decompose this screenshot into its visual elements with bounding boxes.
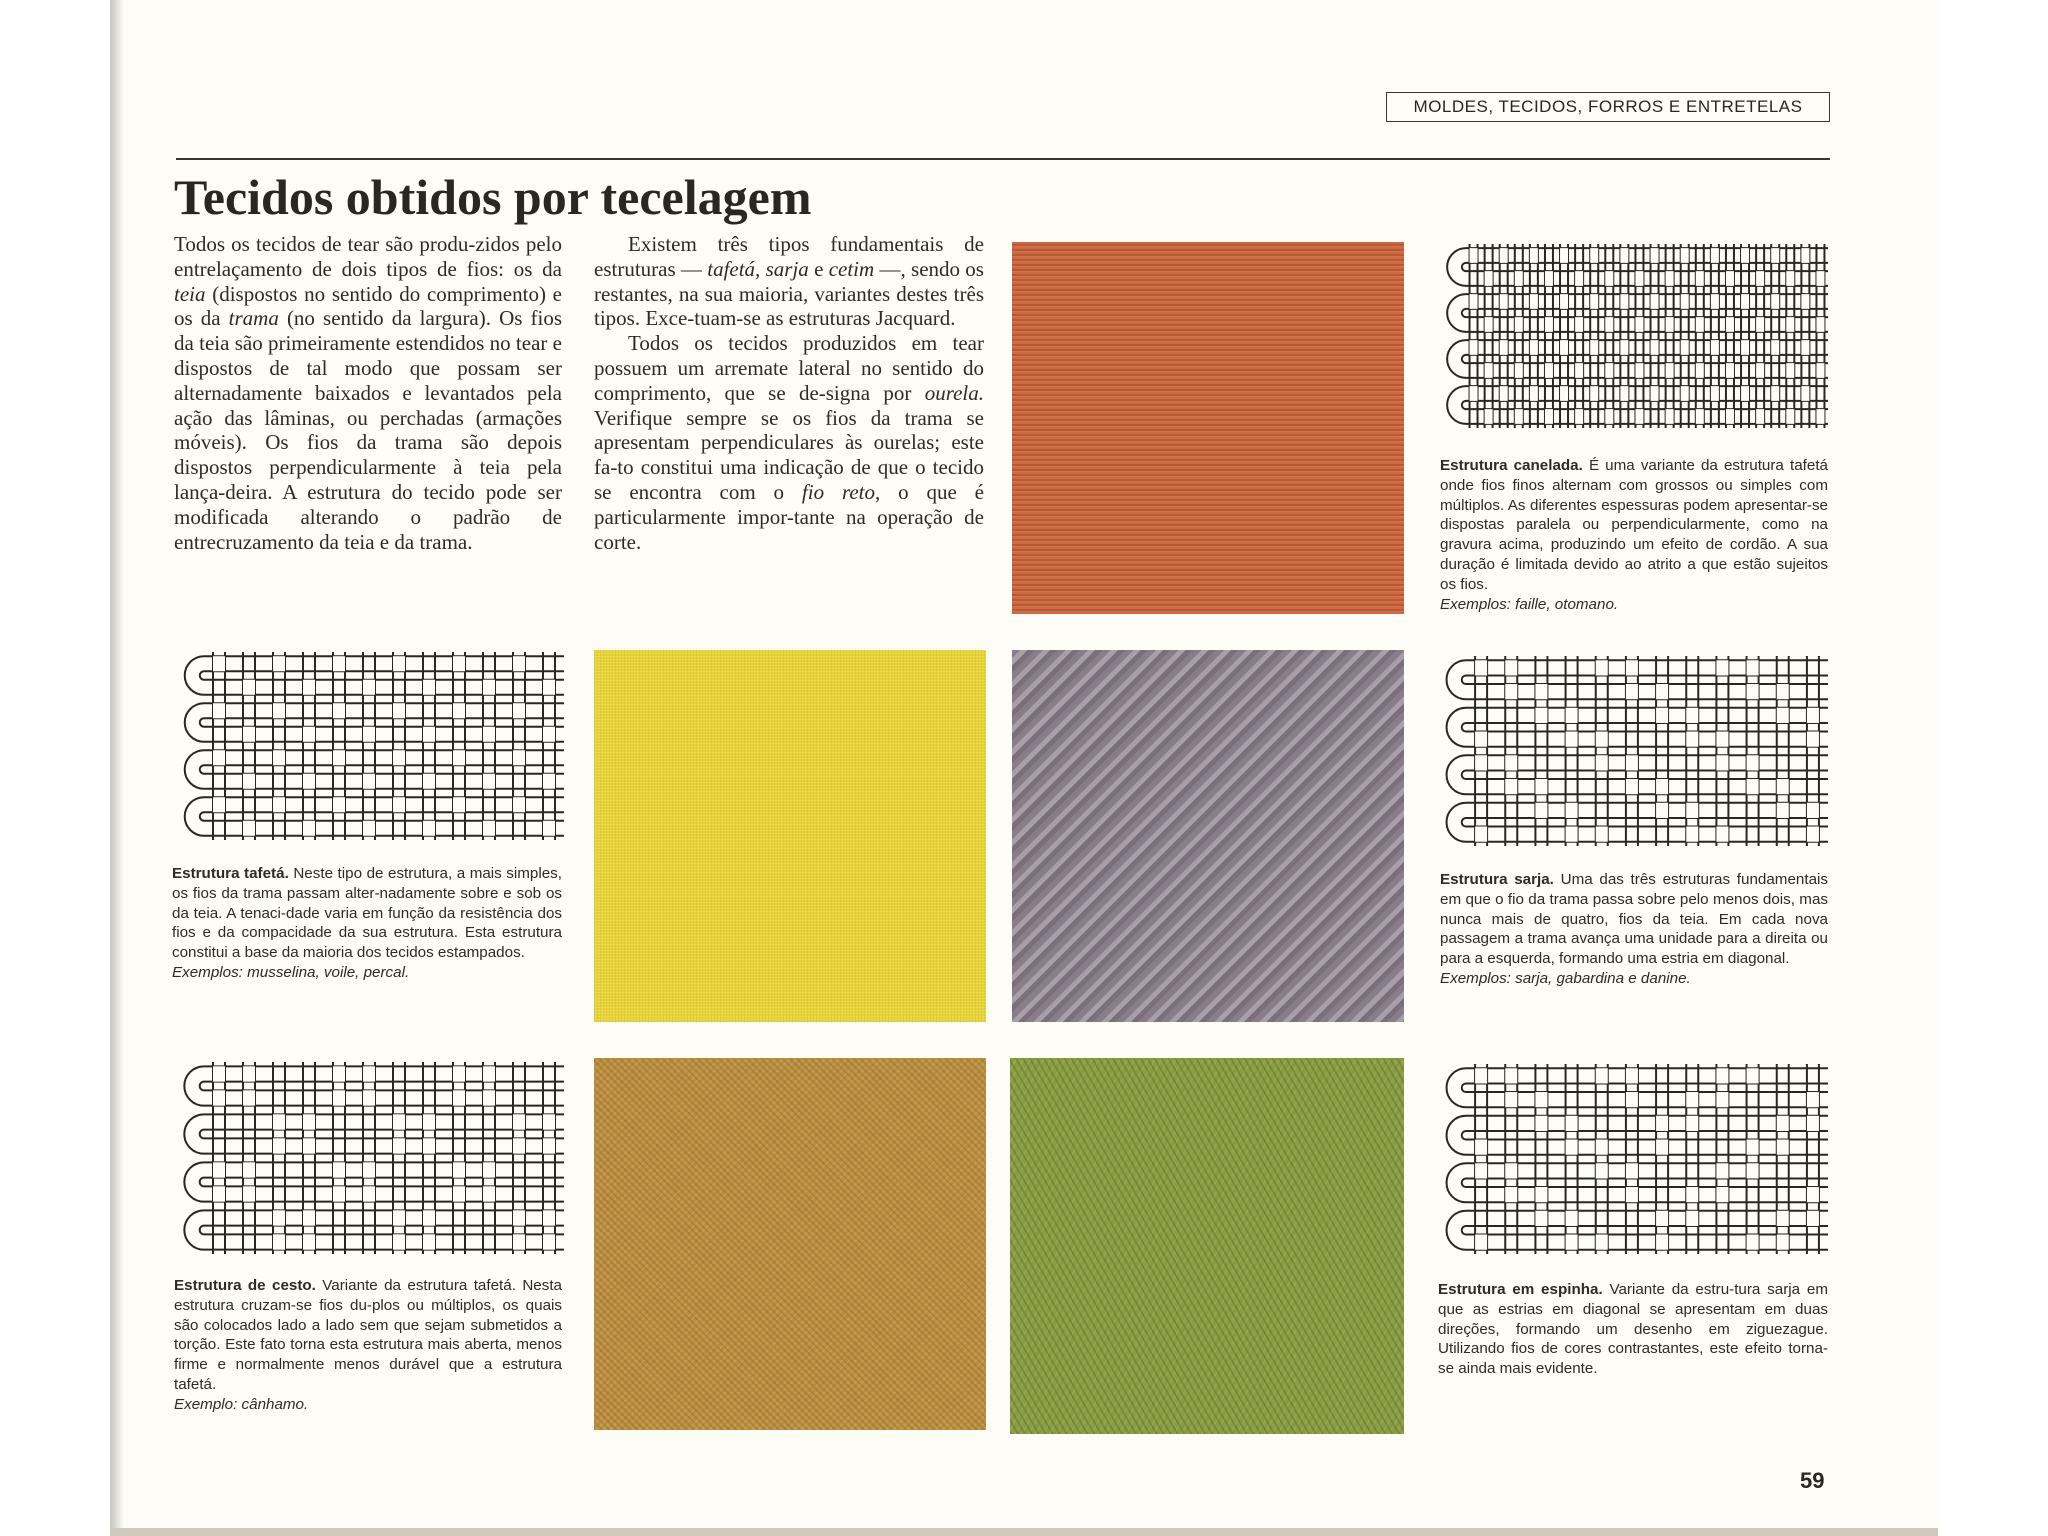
gutter-shadow	[110, 0, 124, 1536]
weave-diagram-sarja	[1432, 652, 1832, 850]
intro-column-2: Existem três tipos fundamentais de estruturas — tafetá, sarja e cetim —, sendo os restantes, na sua maioria, variantes destes três tipos. Exce-tuam-se as estruturas Jacquard. Todos os tecidos produzidos em tear possuem um arremate lateral no sentido do comprimento, que se de-signa por ourela. Verifique sempre se os fios da trama se apresentam perpendiculares às ourelas; este fa-to constitui uma indicação de que o tecido se encontra com o fio reto, o que é particularmente impor-tante na operação de corte.	[594, 232, 984, 554]
section-header-label: MOLDES, TECIDOS, FORROS E ENTRETELAS	[1386, 92, 1830, 122]
swatch-tafeta	[594, 650, 986, 1022]
swatch-cesto	[594, 1058, 986, 1430]
swatch-canelada	[1012, 242, 1404, 614]
caption-sarja: Estrutura sarja. Uma das três estruturas fundamentais em que o fio da trama passa sobre pelo menos dois, mas nunca mais de quatro, fios da teia. Em cada nova passagem a trama avança uma unidade para a direita ou para a esquerda, formando uma estria em diagonal. Exemplos: sarja, gabardina e danine.	[1440, 871, 1828, 987]
page-title: Tecidos obtidos por tecelagem	[174, 169, 812, 225]
weave-diagram-cesto	[170, 1058, 568, 1258]
weave-diagram-espinha	[1432, 1060, 1832, 1258]
header-rule	[176, 158, 1830, 160]
weave-diagram-svg	[1432, 1060, 1832, 1258]
weave-diagram-svg	[1432, 240, 1832, 432]
weave-diagram-svg	[170, 1058, 568, 1258]
swatch-espinha	[1010, 1058, 1404, 1434]
weave-diagram-svg	[170, 648, 568, 844]
caption-tafeta: Estrutura tafetá. Neste tipo de estrutura, a mais simples, os fios da trama passam alter-nadamente sobre e sob os da teia. A tenaci-dade varia em função da resistência dos fios e da compacidade da sua estrutura. Esta estrutura constitui a base da maioria dos tecidos estampados. Exemplos: musselina, voile, percal.	[172, 865, 562, 981]
swatch-sarja	[1012, 650, 1404, 1022]
page-bottom-edge	[110, 1528, 1938, 1536]
weave-diagram-canelada	[1432, 240, 1832, 432]
caption-espinha: Estrutura em espinha. Variante da estru-tura sarja em que as estrias em diagonal se apresentam em duas direções, formando um desenho em ziguezague. Utilizando fios de cores contrastantes, este efeito torna-se ainda mais evidente.	[1438, 1281, 1828, 1378]
caption-canelada: Estrutura canelada. É uma variante da estrutura tafetá onde fios finos alternam com grossos ou simples com múltiplos. As diferentes espessuras podem apresentar-se dispostas paralela ou perpendicularmente, como na gravura acima, produzindo um efeito de cordão. A sua duração é limitada devido ao atrito a que estão sujeitos os fios. Exemplos: faille, otomano.	[1440, 457, 1828, 613]
page-number: 59	[1800, 1468, 1825, 1493]
weave-diagram-svg	[1432, 652, 1832, 850]
caption-cesto: Estrutura de cesto. Variante da estrutura tafetá. Nesta estrutura cruzam-se fios du-plos ou múltiplos, os quais são colocados lado a lado sem que sejam submetidos a torção. Este fato torna esta estrutura mais aberta, menos firme e normalmente menos durável que a estrutura tafetá. Exemplo: cânhamo.	[174, 1277, 562, 1413]
intro-column-1: Todos os tecidos de tear são produ-zidos pelo entrelaçamento de dois tipos de fios: os da teia (dispostos no sentido do comprimento) e os da trama (no sentido da largura). Os fios da teia são primeiramente estendidos no tear e dispostos de tal modo que possam ser alternadamente baixados e levantados pela ação das lâminas, ou perchadas (armações móveis). Os fios da trama são depois dispostos perpendicularmente à teia pela lança-deira. A estrutura do tecido pode ser modificada alterando o padrão de entrecruzamento da teia e da trama.	[174, 232, 563, 554]
weave-diagram-tafeta	[170, 648, 568, 844]
